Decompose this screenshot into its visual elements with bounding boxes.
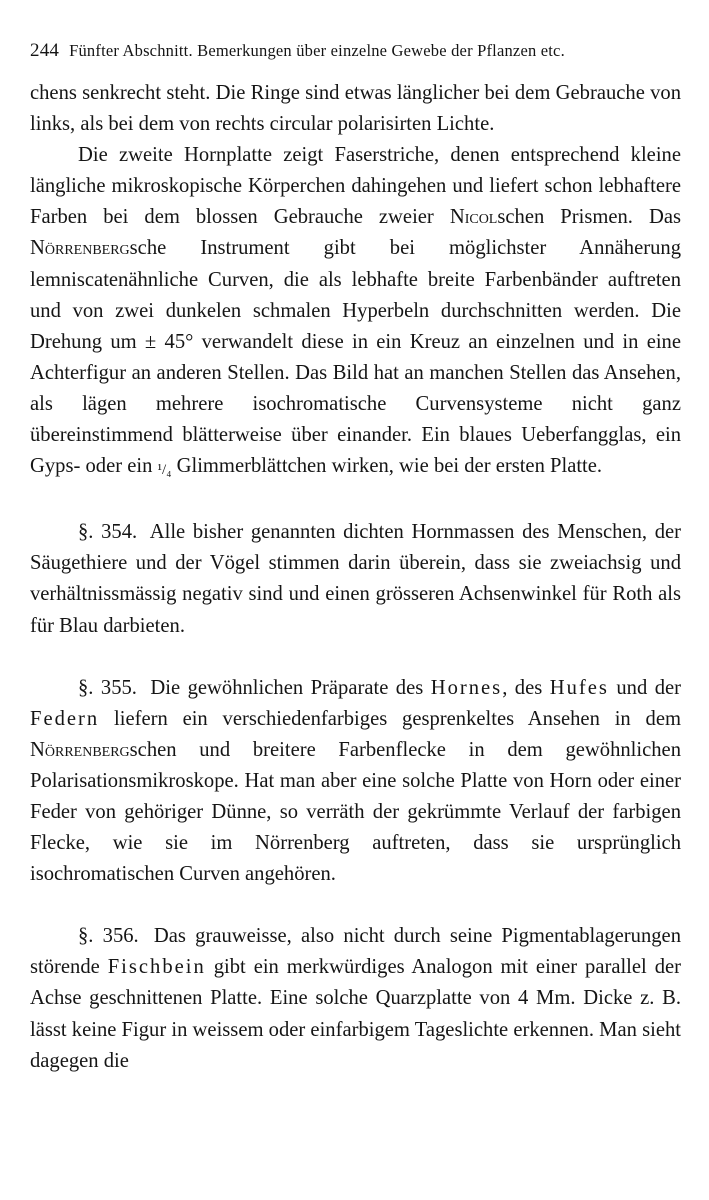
section-text: , des [502, 676, 550, 699]
page-number: 244 [30, 40, 60, 61]
spaced-word-hufes: Hufes [549, 676, 609, 699]
section-356 [30, 921, 681, 1076]
name-nicol: Nicol [449, 206, 498, 229]
section-text: Das grauweisse, also nicht durch seine Pigmentablagerungen störende [30, 925, 681, 979]
section-number: §. 355. [78, 676, 137, 699]
section-355 [30, 673, 681, 891]
paragraph-continuation [30, 78, 681, 140]
section-text: und der [608, 676, 681, 699]
fraction: ¹/₄ [157, 462, 172, 479]
paragraph-second-hornplate [30, 140, 681, 486]
running-title: Fünfter Abschnitt. Bemerkungen über einzelne Gewebe der Pflanzen etc. [69, 41, 565, 60]
section-text: gibt ein merkwürdiges Analogon mit einer parallel der Achse geschnittenen Platte. Eine solche Quarzplatte von 4 Mm. Dicke z. B. lässt keine Figur in weissem oder einfarbigem Tageslichte erkennen. Man sieht dagegen die [30, 956, 681, 1072]
name-noerrenberg: Nörrenberg [30, 237, 130, 260]
section-354 [30, 517, 681, 641]
section-text: schen und breitere Farbenflecke in dem gewöhnlichen Polarisationsmikroskope. Hat man aber eine solche Platte von Horn oder einer Feder von gehöriger Dünne, so verräth der gekrümmte Verlauf der farbigen Flecke, wie sie im Nörrenberg auftreten, dass sie ursprünglich isochromatischen Curven angehören. [30, 738, 681, 886]
paragraph-text: Die zweite Hornplatte zeigt Faserstriche, denen entsprechend kleine längliche mikroskopische Körperchen dahingehen und liefert schon lebhaftere Farben bei dem blossen Gebrauche zweier [30, 144, 681, 229]
paragraph-text: schen Prismen. Das [497, 206, 682, 229]
paragraph-text: Glimmerblättchen wirken, wie bei der ersten Platte. [171, 455, 603, 478]
spaced-word-hornes: Hornes [430, 676, 503, 699]
section-number: §. 356. [78, 925, 139, 948]
paragraph-text: sche Instrument gibt bei möglichster Annäherung lemniscatenähnliche Curven, die als lebhafte breite Farbenbänder auftreten und von zwei dunkelen schmalen Hyperbeln durchschnitten werden. Die Drehung um ± 45° verwandelt diese in ein Kreuz an einzelnen und in eine Achterfigur an anderen Stellen. Das Bild hat an manchen Stellen das Ansehen, als lägen mehrere isochromatische Curvensysteme nicht ganz übereinstimmend blätterweise über einander. Ein blaues Ueberfangglas, ein Gyps- oder ein [30, 237, 681, 478]
paragraph-text: chens senkrecht steht. Die Ringe sind etwas länglicher bei dem Gebrauche von links, als bei dem von rechts circular polarisirten Lichte. [30, 82, 681, 136]
spaced-word-fischbein: Fischbein [107, 956, 206, 979]
section-text: Alle bisher genannten dichten Hornmassen des Menschen, der Säugethiere und der Vögel stimmen darin überein, dass sie zweiachsig und verhältnissmässig negativ sind und einen grösseren Achsenwinkel für Roth als für Blau darbieten. [30, 521, 681, 637]
running-header [30, 40, 681, 62]
section-text: Die gewöhnlichen Präparate des [150, 676, 431, 699]
section-text: liefern ein verschiedenfarbiges gesprenkeltes Ansehen in dem [99, 707, 681, 730]
spaced-word-federn: Federn [30, 707, 100, 730]
body-text [30, 78, 681, 1077]
section-number: §. 354. [78, 521, 138, 544]
name-noerrenberg: Nörrenberg [30, 738, 130, 761]
